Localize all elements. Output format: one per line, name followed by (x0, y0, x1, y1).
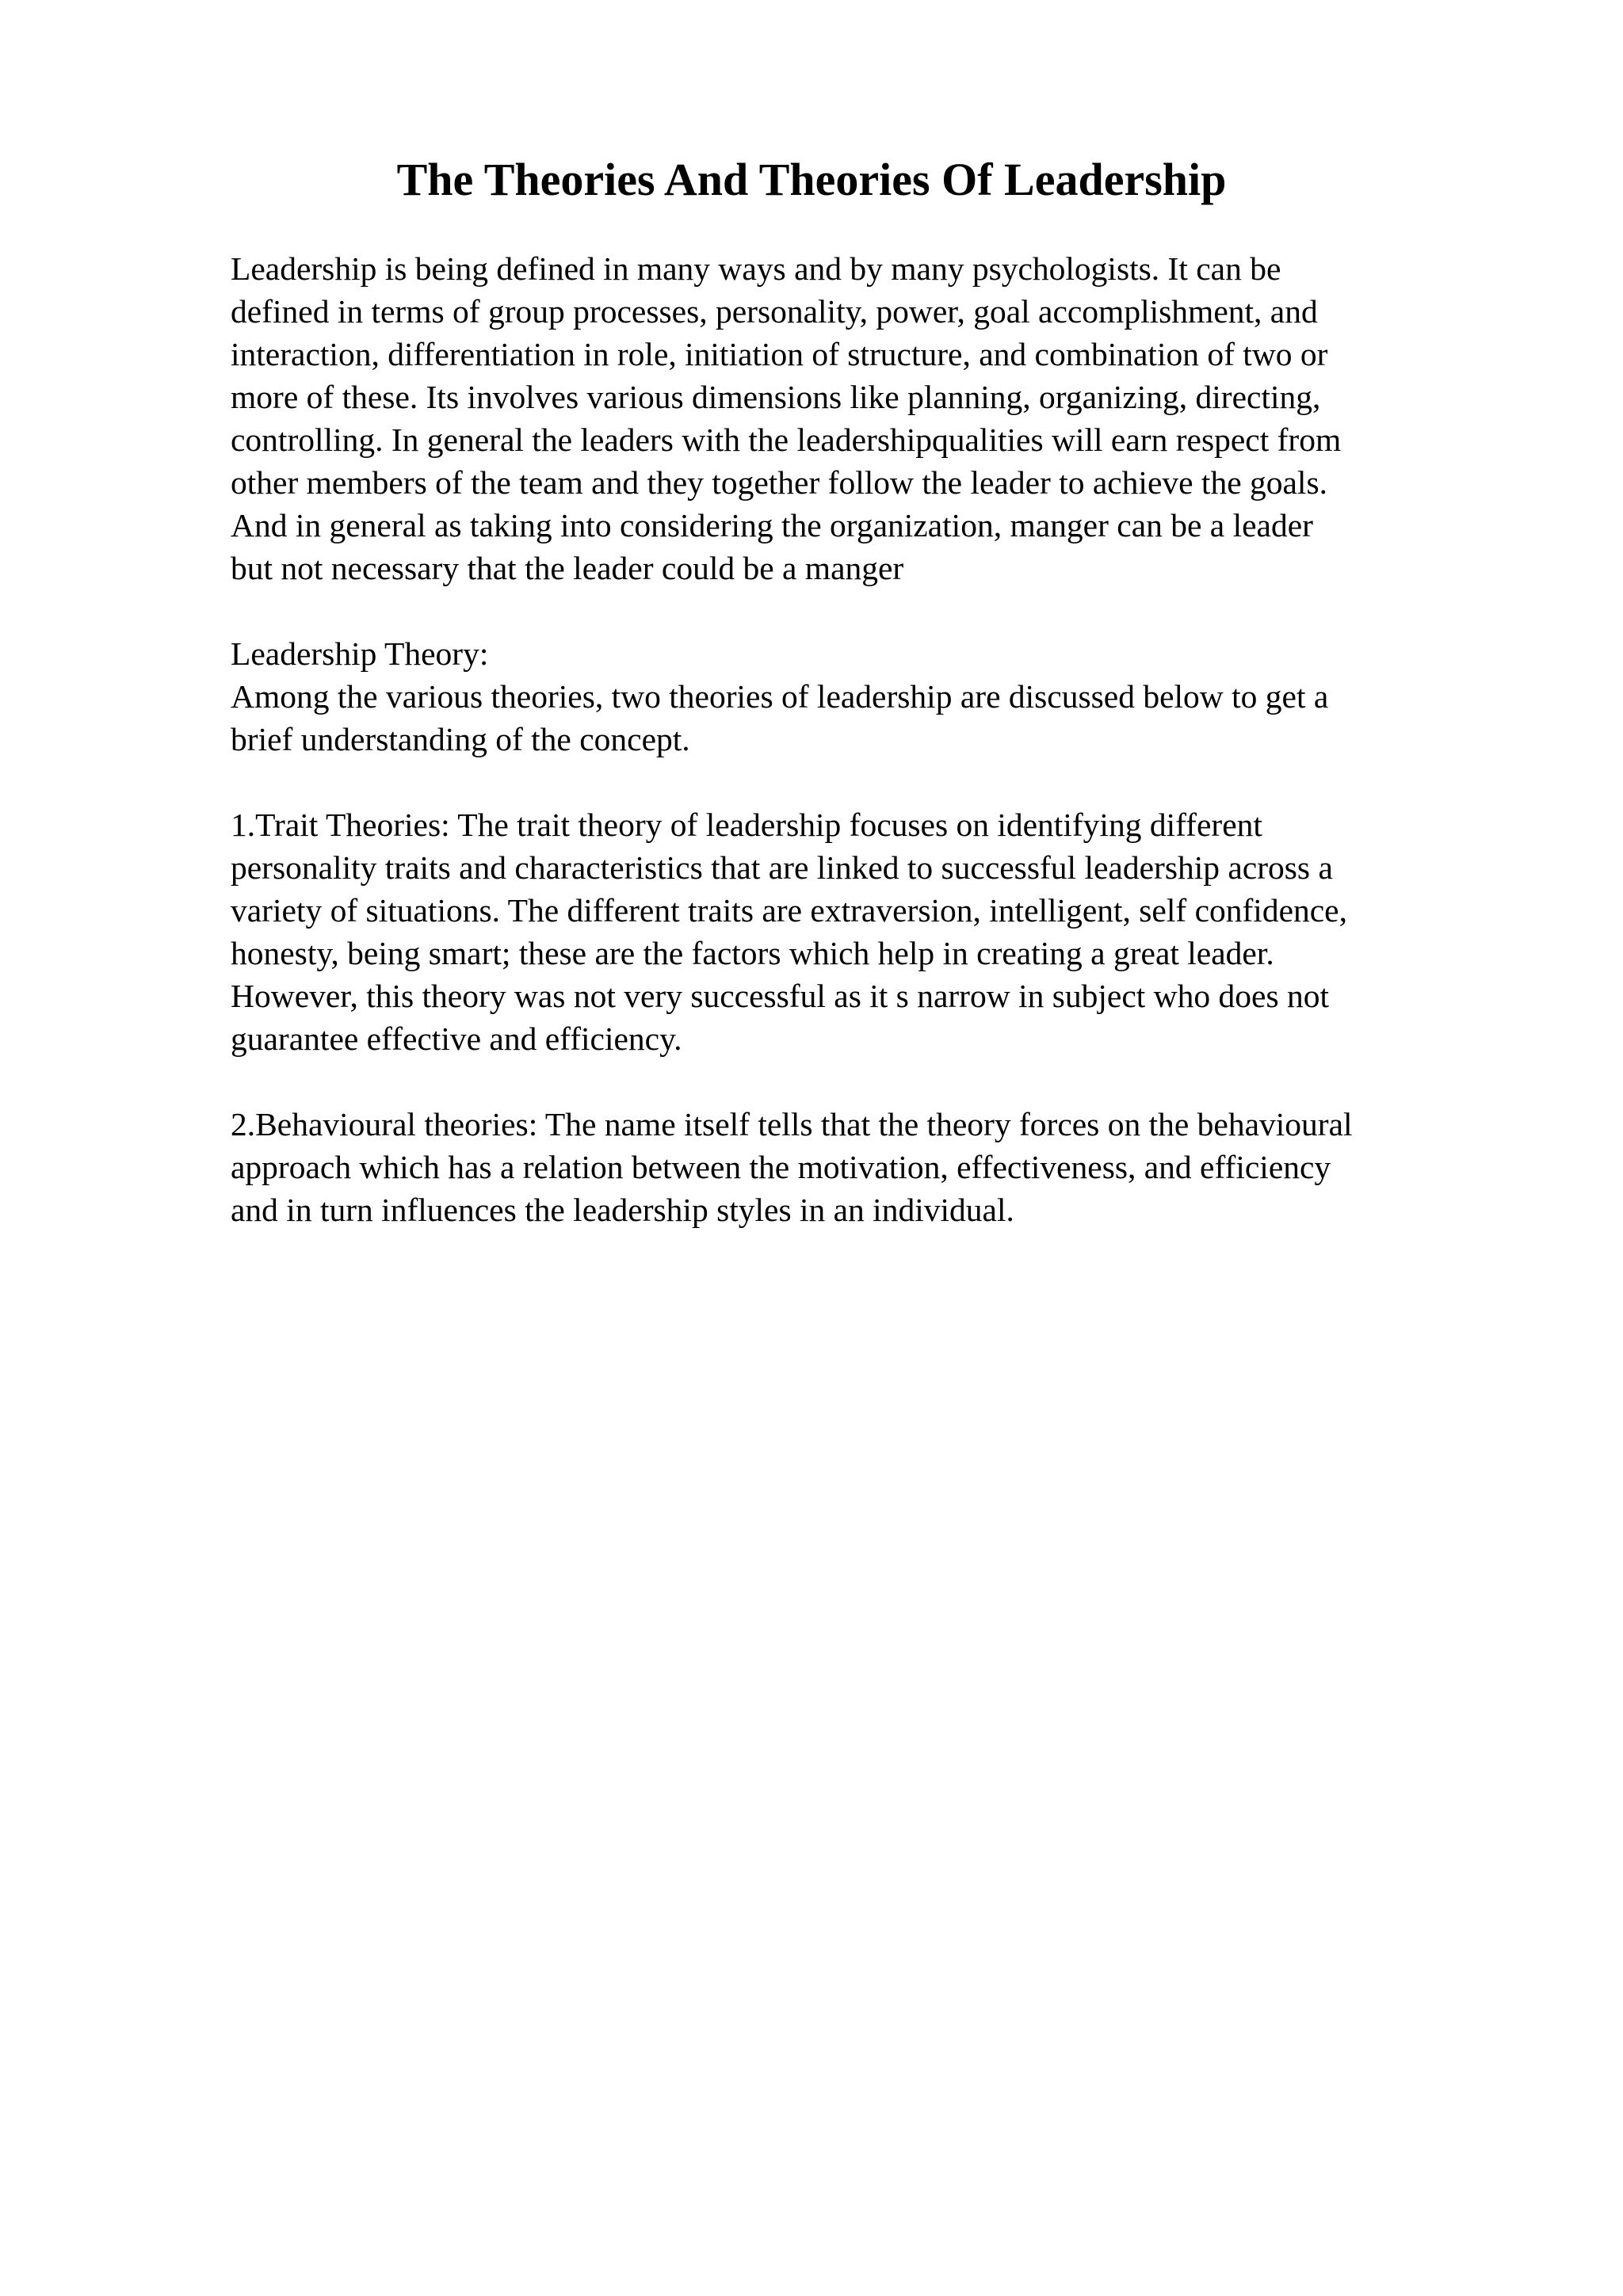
text-line: more of these. Its involves various dimensions like planning, organizing, directing, (231, 379, 1321, 415)
text-line: controlling. In general the leaders with the leadershipqualities will earn respect from (231, 421, 1342, 458)
paragraph-behavioural-theories (231, 1103, 1514, 1231)
text-line: However, this theory was not very successful as it s narrow in subject who does not (231, 978, 1329, 1014)
text-line: Leadership is being defined in many ways and by many psychologists. It can be (231, 250, 1281, 287)
paragraph-leadership-theory (231, 632, 1514, 761)
document-title: The Theories And Theories Of Leadership (396, 154, 1227, 205)
text-line: And in general as taking into considering the organization, manger can be a leader (231, 507, 1313, 543)
text-line: 2.Behavioural theories: The name itself tells that the theory forces on the behavioural (231, 1106, 1353, 1142)
paragraph-trait-theories (231, 803, 1514, 1060)
text-line: other members of the team and they together follow the leader to achieve the goals. (231, 464, 1327, 501)
text-line: variety of situations. The different traits are extraversion, intelligent, self confidence, (231, 892, 1347, 929)
text-line: honesty, being smart; these are the factors which help in creating a great leader. (231, 935, 1274, 971)
section-heading: Leadership Theory: (231, 635, 489, 672)
text-line: approach which has a relation between the motivation, effectiveness, and efficiency (231, 1149, 1331, 1185)
text-line: defined in terms of group processes, personality, power, goal accomplishment, and (231, 293, 1318, 330)
text-line: 1.Trait Theories: The trait theory of leadership focuses on identifying different (231, 807, 1262, 843)
text-line: interaction, differentiation in role, initiation of structure, and combination of two or (231, 336, 1328, 372)
text-line: but not necessary that the leader could be a manger (231, 550, 904, 586)
text-line: Among the various theories, two theories of leadership are discussed below to get a (231, 678, 1329, 715)
text-line: brief understanding of the concept. (231, 721, 690, 757)
text-line: and in turn influences the leadership styles in an individual. (231, 1192, 1014, 1228)
text-line: personality traits and characteristics that are linked to successful leadership across a (231, 849, 1333, 886)
text-line: guarantee effective and efficiency. (231, 1020, 682, 1057)
paragraph-leadership-definition (231, 247, 1514, 589)
